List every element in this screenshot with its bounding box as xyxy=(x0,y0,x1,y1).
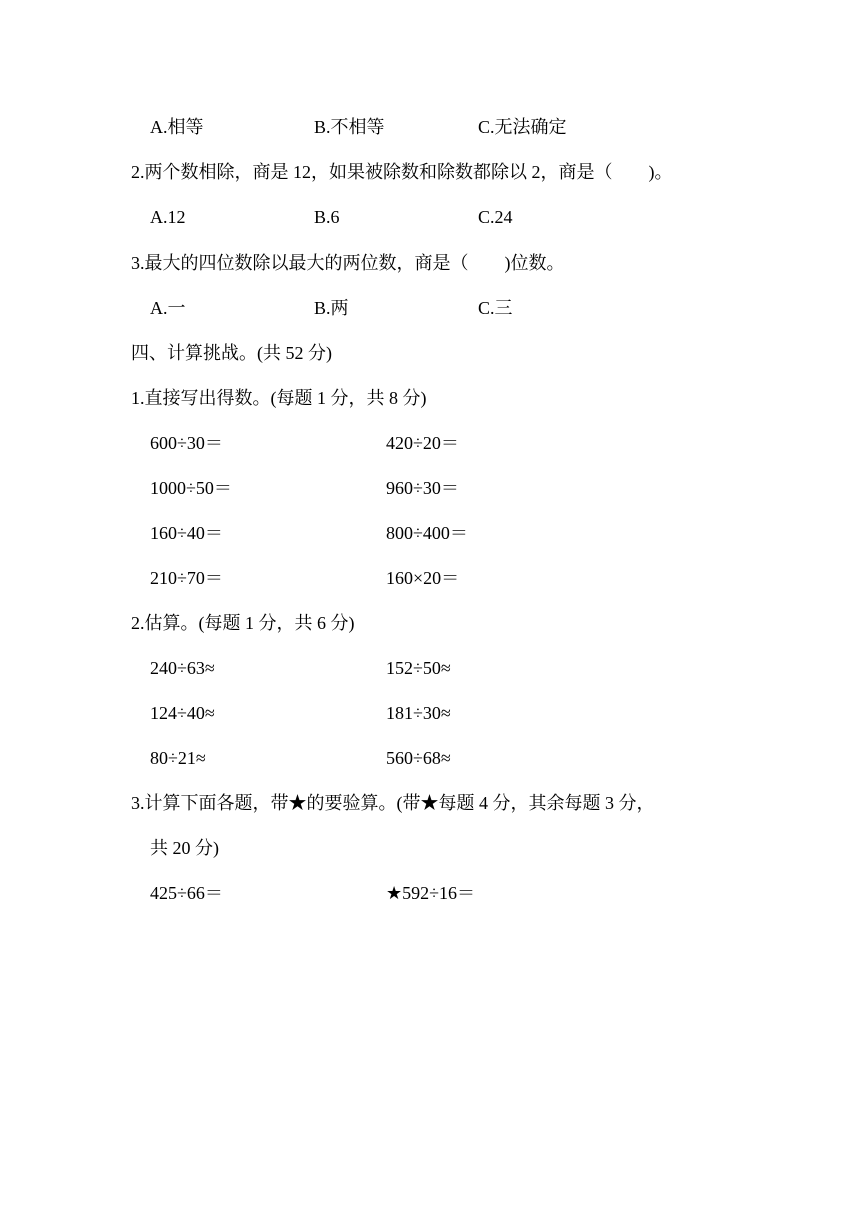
part1-item: 600÷30＝ xyxy=(150,433,223,453)
part1-heading: 1.直接写出得数。(每题 1 分，共 8 分) xyxy=(131,388,427,408)
q3-text: 3.最大的四位数除以最大的两位数，商是（ )位数。 xyxy=(131,253,565,273)
q1-option-c: C.无法确定 xyxy=(478,117,567,137)
q3-option-c: C.三 xyxy=(478,298,513,318)
q2-option-a: A.12 xyxy=(150,207,186,227)
part2-item: 80÷21≈ xyxy=(150,748,206,768)
q3-option-b: B.两 xyxy=(314,298,349,318)
section4-heading: 四、计算挑战。(共 52 分) xyxy=(131,343,332,363)
part1-item: 420÷20＝ xyxy=(386,433,459,453)
part2-item: 181÷30≈ xyxy=(386,703,451,723)
part2-item: 560÷68≈ xyxy=(386,748,451,768)
part3-item: 425÷66＝ xyxy=(150,883,223,903)
part3-heading-line2: 共 20 分) xyxy=(150,838,219,858)
part1-item: 160÷40＝ xyxy=(150,523,223,543)
q2-option-c: C.24 xyxy=(478,207,513,227)
part1-item: 800÷400＝ xyxy=(386,523,468,543)
part2-heading: 2.估算。(每题 1 分，共 6 分) xyxy=(131,613,355,633)
q1-option-a: A.相等 xyxy=(150,117,204,137)
q1-option-b: B.不相等 xyxy=(314,117,385,137)
q2-text: 2.两个数相除，商是 12，如果被除数和除数都除以 2，商是（ )。 xyxy=(131,162,673,182)
part1-item: 210÷70＝ xyxy=(150,568,223,588)
part1-item: 960÷30＝ xyxy=(386,478,459,498)
part2-item: 124÷40≈ xyxy=(150,703,215,723)
part2-item: 152÷50≈ xyxy=(386,658,451,678)
part1-item: 160×20＝ xyxy=(386,568,460,588)
q3-option-a: A.一 xyxy=(150,298,186,318)
part3-item: ★592÷16＝ xyxy=(386,883,476,903)
part3-heading-line1: 3.计算下面各题，带★的要验算。(带★每题 4 分，其余每题 3 分， xyxy=(131,793,655,813)
q2-option-b: B.6 xyxy=(314,207,340,227)
part1-item: 1000÷50＝ xyxy=(150,478,232,498)
part2-item: 240÷63≈ xyxy=(150,658,215,678)
